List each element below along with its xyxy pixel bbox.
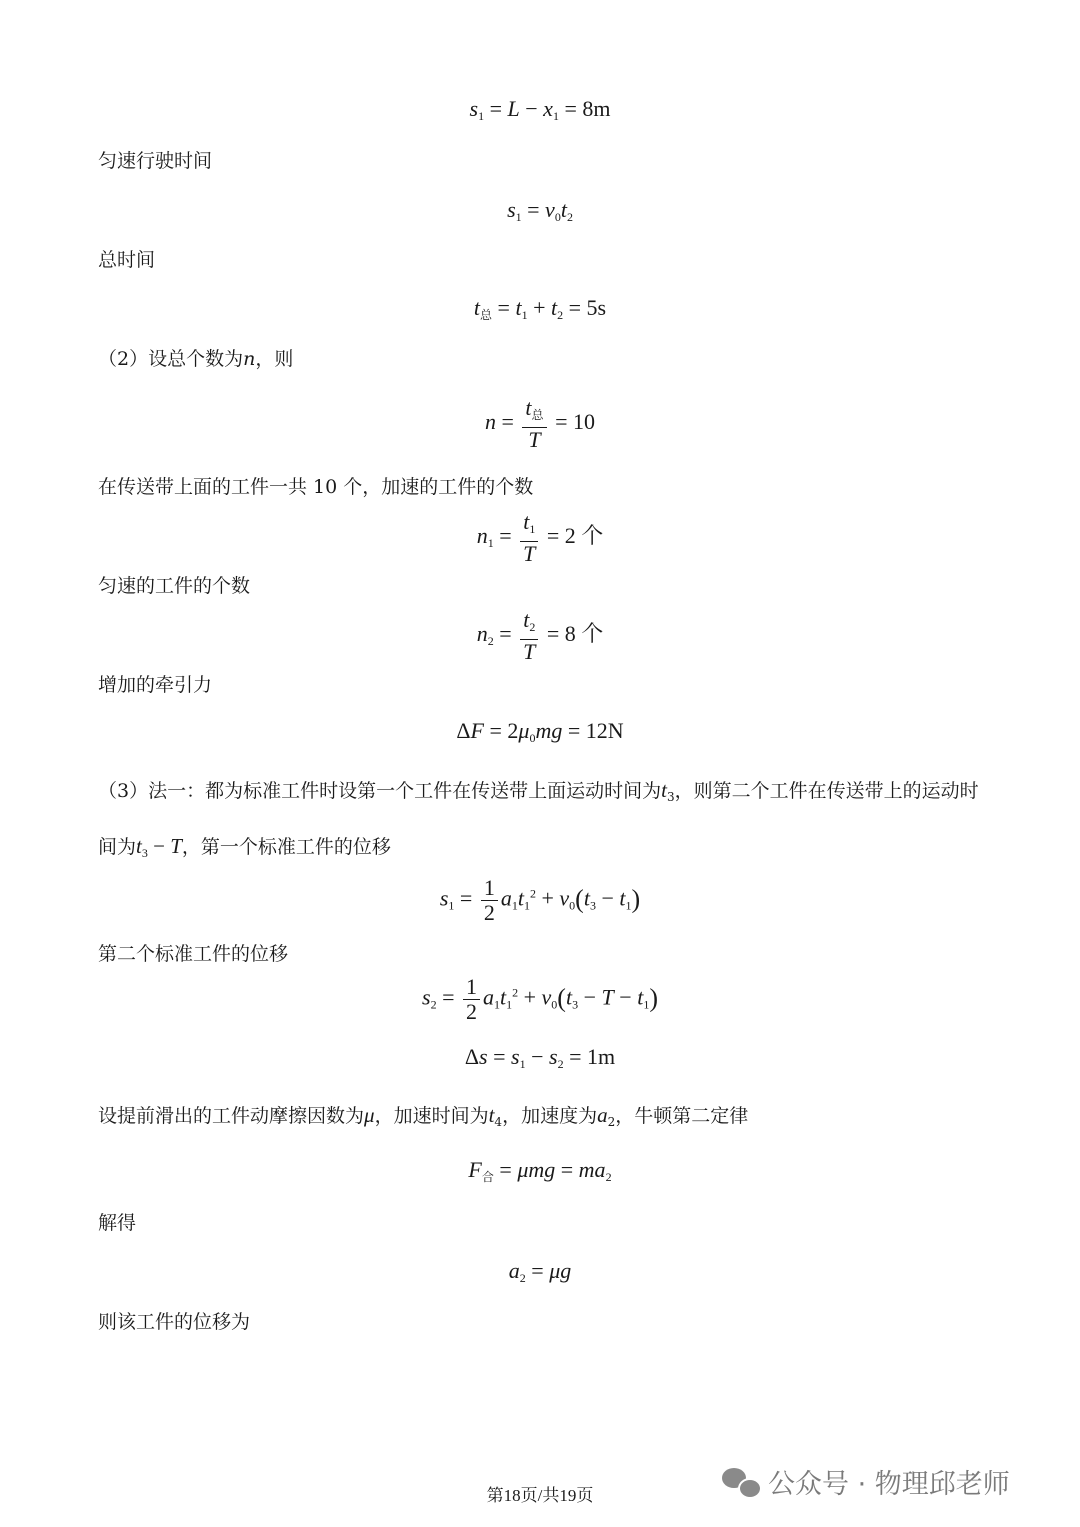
subscript-total: 总 (531, 408, 544, 422)
text-segment: ，加速度为 (502, 1105, 598, 1127)
equation-a2: $a_2 = \mu g$ (508, 1258, 572, 1285)
subscript-net: 合 (481, 1170, 494, 1184)
equation-result: = 8 个 (546, 621, 604, 647)
watermark (722, 1462, 1010, 1501)
equation-total-time: $t_总 = t_1 + t_2 = 5s$ (473, 295, 607, 322)
text-segment: 设提前滑出的工件动摩擦因数为 (98, 1105, 365, 1127)
equation-s1-displacement: $s_1$ = $\frac{1}{2}$ $a_1t_1^2 + v_0(t_3 - t_1)$ (439, 875, 641, 925)
text-line: 在传送带上面的工件一共 10 个，加速的工件的个数 (98, 476, 534, 498)
equation-result: = 12N (567, 718, 624, 743)
text-segment: ，加速时间为 (374, 1105, 489, 1127)
text-line: 间为$t_3 - T$，第一个标准工件的位移 (98, 834, 391, 860)
text-segment: 间为 (98, 836, 137, 858)
text-line: 增加的牵引力 (98, 674, 213, 696)
fraction: $\frac{t_2}{T}$ (520, 609, 538, 663)
text-segment: ，牛顿第二定律 (615, 1105, 749, 1127)
fraction: $\frac{1}{2}$ (463, 976, 480, 1023)
text-line: 总时间 (98, 249, 156, 271)
text-segment: ，则 (255, 348, 294, 370)
equation-n2: $n_2$ = $\frac{t_2}{T}$ = 8 个 (476, 607, 604, 664)
equation-result: = 10 (555, 409, 595, 435)
subscript-total: 总 (480, 308, 493, 322)
watermark-text: 公众号 · 物理邱老师 (768, 1469, 1010, 1500)
text-line: （3）法一：都为标准工件时设第一个工件在传送带上面运动时间为$t_3$，则第二个工件在传送带上的运动时 (98, 778, 979, 804)
equation-n1: $n_1$ = $\frac{t_1}{T}$ = 2 个 (476, 509, 604, 566)
wechat-icon (722, 1465, 760, 1499)
equation-s1-v0t2: $s_1 = v_0t_2$ (507, 197, 573, 224)
fraction: $\frac{1}{2}$ (481, 877, 498, 924)
text-line: 匀速行驶时间 (98, 150, 213, 172)
equation-result: = 2 个 (546, 523, 604, 549)
equation-result: = 5s (568, 295, 607, 320)
equation-delta-f: $\Delta F = 2\mu_0mg = 12N$ (456, 718, 624, 745)
text-line: 则该工件的位移为 (98, 1311, 251, 1333)
text-segment: （3）法一：都为标准工件时设第一个工件在传送带上面运动时间为 (98, 780, 662, 802)
text-segment: ，第一个标准工件的位移 (181, 836, 391, 858)
fraction: $\frac{t_1}{T}$ (520, 511, 538, 565)
page-footer: 第18页/共19页 (486, 1486, 594, 1505)
text-line: 设提前滑出的工件动摩擦因数为μ，加速时间为$t_4$，加速度为$a_2$，牛顿第二定律 (98, 1103, 749, 1129)
equation-net-force: $F_合 = \mu mg = ma_2$ (468, 1157, 612, 1184)
text-line: 匀速的工件的个数 (98, 575, 251, 597)
equation-s2-displacement: $s_2$ = $\frac{1}{2}$ $a_1t_1^2 + v_0(t_3 - T - t_1)$ (422, 974, 658, 1024)
text-segment: （2）设总个数为 (98, 348, 244, 370)
variable: n (243, 348, 256, 370)
fraction: $\frac{t_总}{T}$ (522, 397, 546, 451)
equation-result: = 1m (569, 1044, 616, 1069)
text-line: 第二个标准工件的位移 (98, 943, 289, 965)
text-segment: ，则第二个工件在传送带上的运动时 (674, 780, 979, 802)
text-line (98, 346, 293, 372)
equation-s1: $s_1 = L - x_1 = 8m$ (469, 96, 611, 123)
equation-n: n = $\frac{t_总}{T}$ = 10 (485, 395, 595, 452)
equation-delta-s: $\Delta s = s_1 - s_2 = 1m$ (464, 1044, 616, 1071)
text-line: 解得 (98, 1212, 137, 1234)
equation-result: = 8m (564, 96, 611, 121)
